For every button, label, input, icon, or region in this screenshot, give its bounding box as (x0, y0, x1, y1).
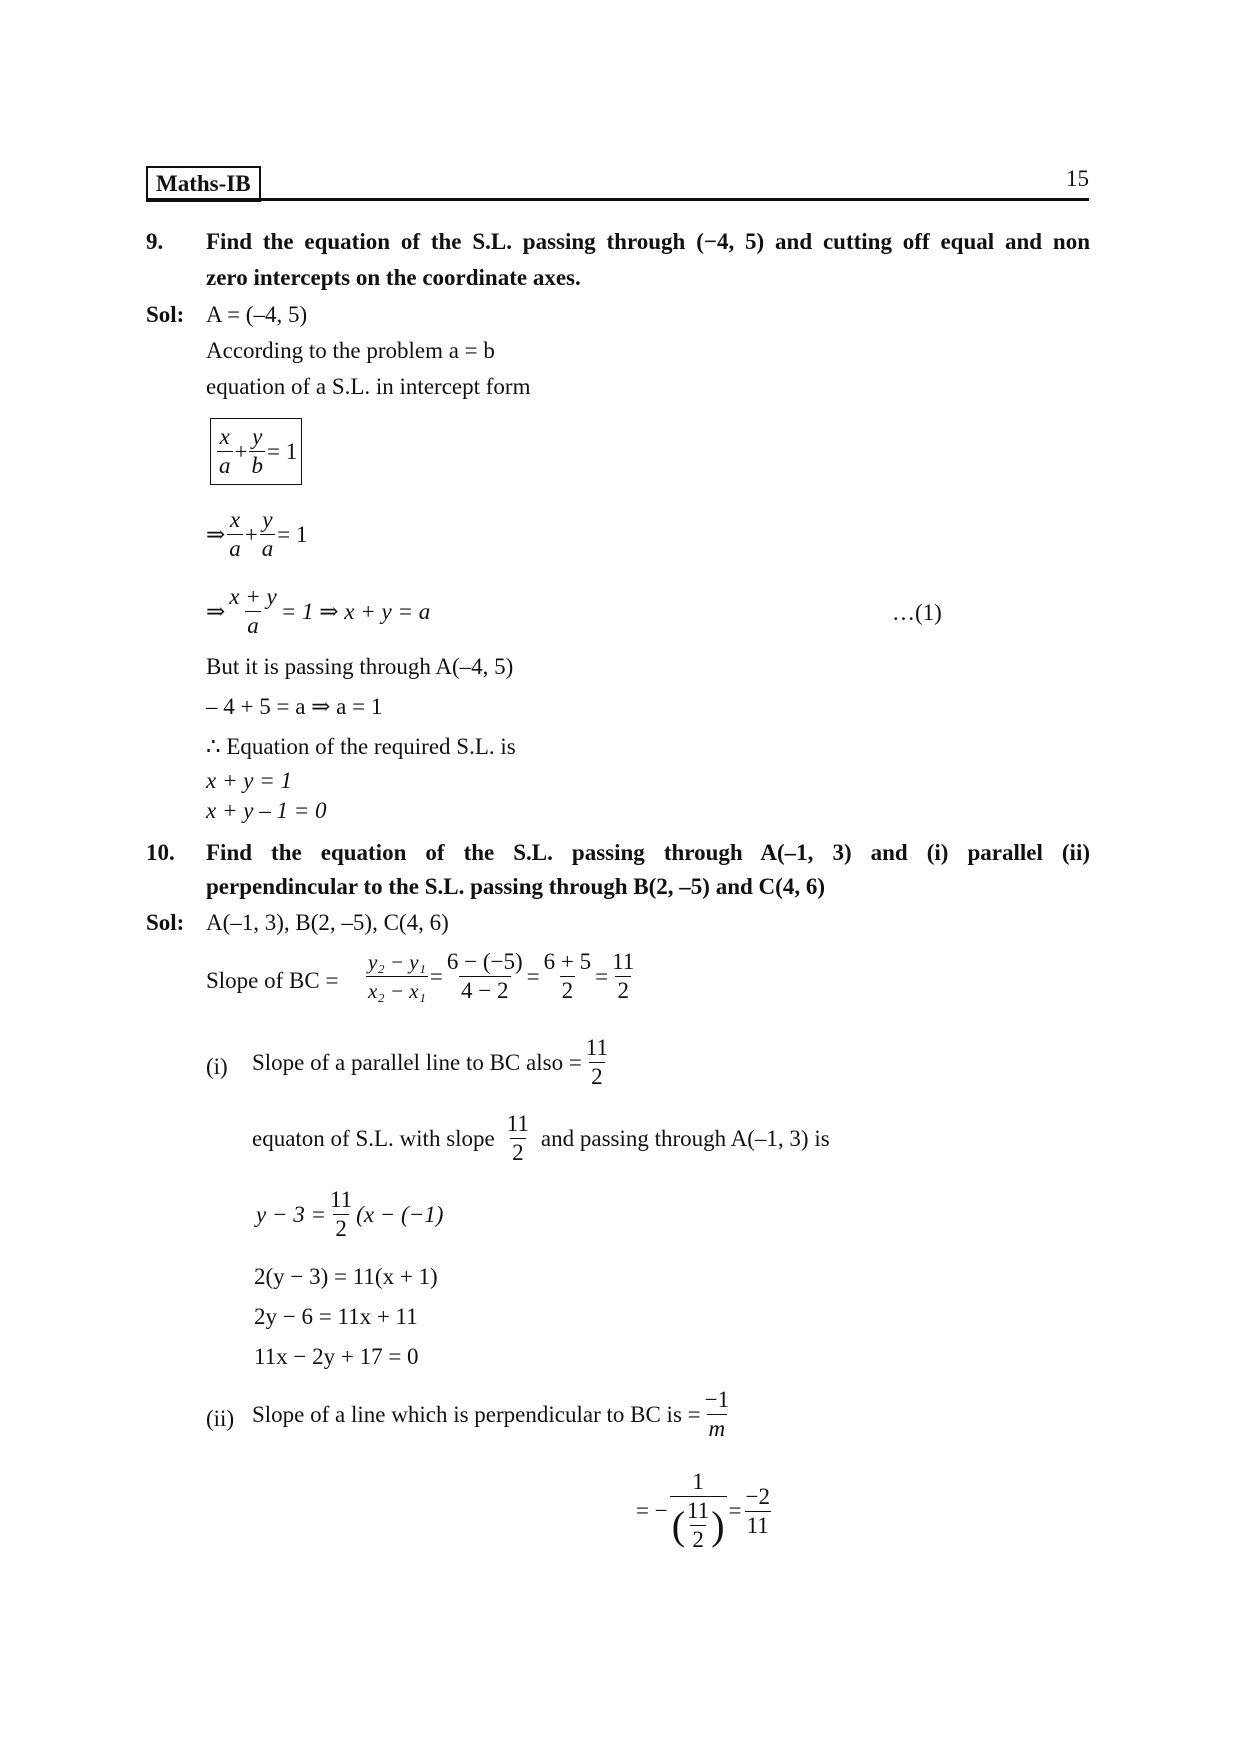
q9-after-3: ∴ Equation of the required S.L. is (206, 734, 516, 759)
q9-after-1: But it is passing through A(–4, 5) (206, 654, 514, 679)
q9-step2: ⇒ $\frac{x + y}{a}$ = 1 ⇒ x + y = a (206, 584, 431, 638)
slope-of-bc-expression: $\frac{\text{y₂ − y₁}}{\text{x₂ − x₁}}$ = $\frac{6 - (-5)}{4 - 2}$ = $\frac{6 + 5}{2}$ = $\frac{11}{2}$ (368, 949, 635, 1003)
part-ii-label: (ii) (206, 1406, 235, 1431)
page-number: 15 (1066, 166, 1089, 191)
q10-question-line2: perpendincular to the S.L. passing through B(2, –5) and C(4, 6) (206, 874, 825, 899)
q10-question-line1: Find the equation of the S.L. passing through A(–1, 3) and (i) parallel (ii) (206, 840, 1090, 865)
q9-after-5: x + y – 1 = 0 (206, 798, 327, 823)
q10-number: 10. (146, 840, 175, 865)
slope-of-bc-label: Slope of BC = (206, 968, 339, 993)
part-i-line4: 11x − 2y + 17 = 0 (254, 1344, 419, 1369)
intercept-form-box: $\frac{x}{a}$ + $\frac{y}{b}$ = 1 (210, 418, 302, 485)
part-ii-result: = − 1 ( $\frac{11}{2}$ ) = $\frac{-2}{11}$ (636, 1469, 770, 1552)
q9-line-1: A = (–4, 5) (206, 302, 308, 327)
q9-question-line1: Find the equation of the S.L. passing through (−4, 5) and cutting off equal and non (206, 229, 1090, 254)
part-i-line3: 2y − 6 = 11x + 11 (254, 1304, 418, 1329)
q9-line-2: According to the problem a = b (206, 338, 495, 363)
q9-number: 9. (146, 229, 164, 254)
q10-sol-label: Sol: (146, 910, 185, 935)
book-title-box (146, 166, 261, 202)
book-title: Maths-IB (156, 171, 251, 196)
q9-after-2: – 4 + 5 = a ⇒ a = 1 (206, 694, 383, 719)
q9-after-4: x + y = 1 (206, 768, 292, 793)
q9-equation-ref: …(1) (892, 600, 942, 625)
q9-step1: ⇒ $\frac{x}{a}$ + $\frac{y}{a}$ = 1 (206, 507, 308, 561)
q9-line-3: equation of a S.L. in intercept form (206, 374, 531, 399)
part-i-text: Slope of a parallel line to BC also = $\frac{11}{2}$ (252, 1035, 608, 1089)
part-i-label: (i) (206, 1054, 228, 1079)
header-rule (146, 198, 1089, 201)
q9-sol-label: Sol: (146, 302, 185, 327)
part-i-line2: 2(y − 3) = 11(x + 1) (254, 1264, 438, 1289)
q9-question-line2: zero intercepts on the coordinate axes. (206, 265, 581, 290)
part-i-equation-text: equaton of S.L. with slope $\frac{11}{2}$ and passing through A(–1, 3) is (252, 1111, 830, 1165)
part-ii-text: Slope of a line which is perpendicular to BC is = $\frac{-1}{m}$ (252, 1387, 730, 1441)
part-i-line1: y − 3 = $\frac{11}{2}$ (x − (−1) (256, 1187, 444, 1241)
q10-points: A(–1, 3), B(2, –5), C(4, 6) (206, 910, 449, 935)
